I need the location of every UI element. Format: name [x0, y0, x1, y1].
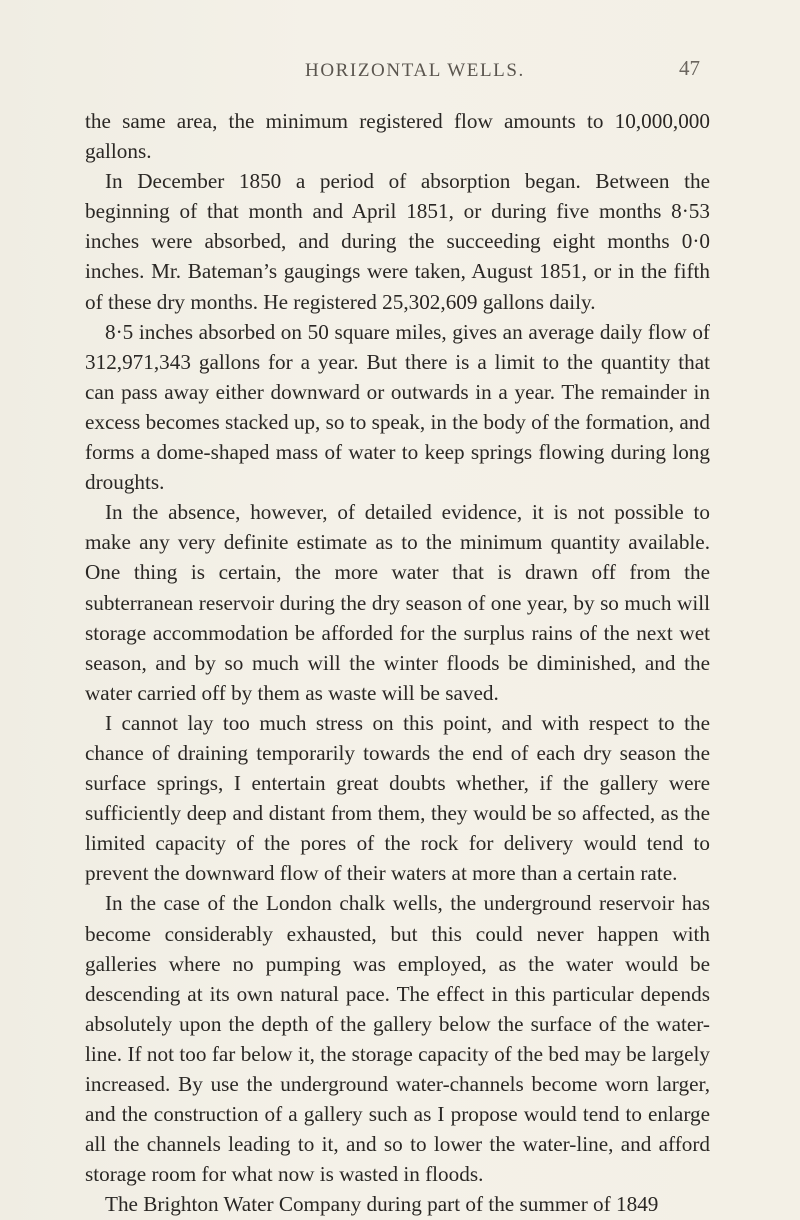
paragraph-continued: The Brighton Water Company during part of the summer of 1849 [105, 1192, 659, 1217]
paragraph-continuation: the same area, the minimum registered flow amounts to 10,000,000 gallons. [85, 109, 710, 164]
page-number: 47 [679, 56, 700, 80]
paragraph: I cannot lay too much stress on this point, and with respect to the chance of draining temporarily towards the end of each dry season the surface springs, I entertain great doubts whether, if the gallery were sufficiently deep and distant from them, they would be so affected, as the limited capacity of the pores of the rock for delivery would tend to prevent the downward flow of their waters at more than a certain rate. [85, 710, 710, 886]
paragraph: In the absence, however, of detailed evidence, it is not possible to make any very definite estimate as to the minimum quantity available. One thing is certain, the more water that is drawn off from the subterranean reservoir during the dry season of one year, by so much will storage accommodation be afforded for the surplus rains of the next wet season, and by so much will the winter floods be diminished, and the water carried off by them as waste will be saved. [85, 500, 710, 705]
running-head [0, 52, 800, 92]
paragraph: In the case of the London chalk wells, the underground reservoir has become considerably exhausted, but this could never happen with galleries where no pumping was employed, as the water would be descending at its own natural pace. The effect in this particular depends absolutely upon the depth of the gallery below the surface of the water-line. If not too far below it, the storage capacity of the bed may be largely increased. By use the underground water-channels become worn larger, and the construction of a gallery such as I propose would tend to enlarge all the channels leading to it, and so to lower the water-line, and afford storage room for what now is wasted in floods. [85, 891, 710, 1187]
body-text [85, 106, 710, 1219]
paragraph: 8·5 inches absorbed on 50 square miles, gives an average daily flow of 312,971,343 gallons for a year. But there is a limit to the quantity that can pass away either downward or outwards in a year. The remainder in excess becomes stacked up, so to speak, in the body of the formation, and forms a dome-shaped mass of water to keep springs flowing during long droughts. [85, 319, 710, 495]
running-head-title: HORIZONTAL WELLS. [305, 60, 525, 81]
paragraph: In December 1850 a period of absorption began. Between the beginning of that month and April 1851, or during five months 8·53 inches were absorbed, and during the succeeding eight months 0·0 inches. Mr. Bateman’s gaugings were taken, August 1851, or in the fifth of these dry months. He registered 25,302,609 gallons daily. [85, 169, 710, 314]
